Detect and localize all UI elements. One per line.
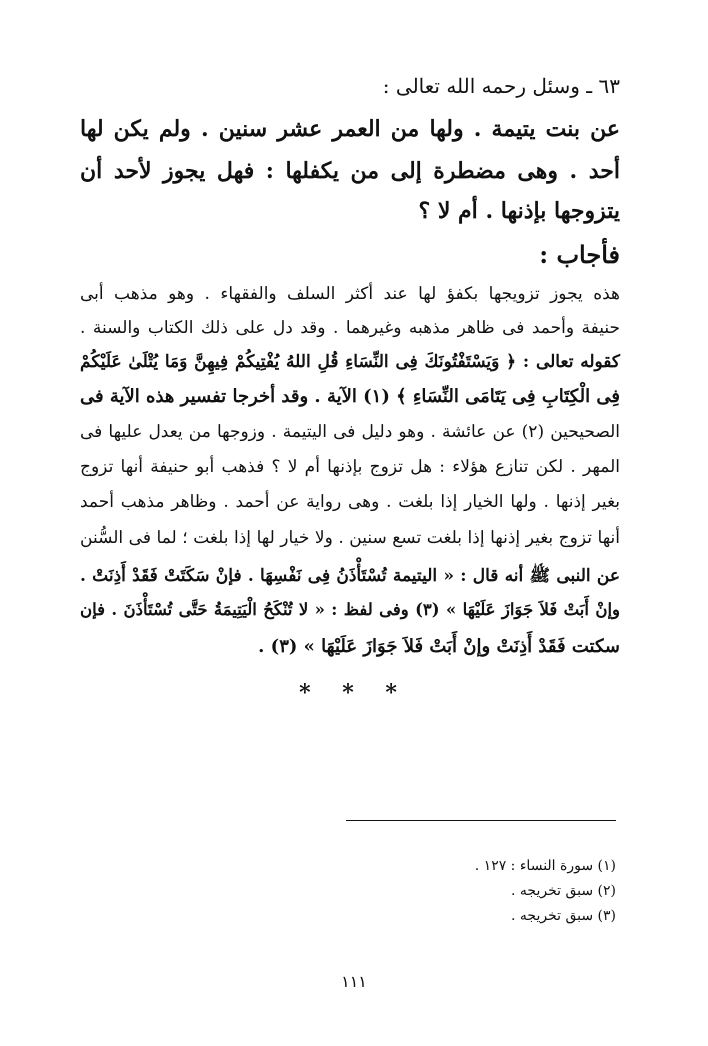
answer-line-4: فِى الْكِتَابِ فِى يَتَامَى النِّسَاءِ ﴾ (١) الآية . وقد أخرجا تفسير هذه الآية فى — [79, 386, 620, 407]
answer-line-7: بغير إذنها . ولها الخيار إذا بلغت . وهى رواية عن أحمد . وظاهر مذهب أحمد — [80, 492, 620, 512]
answer-line-11: سكتت فَقَدْ أَذِنَتْ وإنْ أَبَتْ فَلاَ جَوَازَ عَلَيْهَا » (٣) . — [258, 636, 620, 657]
question-line-1: عن بنت يتيمة . ولها من العمر عشر سنين . ولم يكن لها — [80, 116, 620, 142]
answer-line-10: وإنْ أَبَتْ فَلاَ جَوَازَ عَلَيْهَا » (٣) وفى لفظ : « لا تُنْكَحُ الْيَتِيمَةُ حَتَّى تُسْتَأْذَنَ . فإن — [80, 600, 620, 619]
footnote-1: (١) سورة النساء : ١٢٧ . — [474, 858, 616, 874]
footnote-2: (٢) سبق تخريجه . — [511, 883, 616, 899]
footnote-3: (٣) سبق تخريجه . — [511, 908, 616, 924]
answer-line-9: عن النبى ﷺ أنه قال : « اليتيمة تُسْتَأْذَنُ فِى نَفْسِهَا . فإنْ سَكَتَتْ فَقَدْ أَذِنَتْ . — [80, 566, 620, 586]
page-number: ١١١ — [341, 972, 367, 991]
answer-line-3: كقوله تعالى : ﴿ وَيَسْتَفْتُونَكَ فِى النِّسَاءِ قُلِ اللهُ يُفْتِيكُمْ فِيهِنَّ وَمَا يُتْلَىٰ عَلَيْكُمْ — [80, 352, 620, 372]
question-heading: ٦٣ ـ وسئل رحمه الله تعالى : — [382, 74, 620, 98]
question-line-2: أحد . وهى مضطرة إلى من يكفلها : فهل يجوز لأحد أن — [80, 158, 620, 184]
answer-line-8: أنها تزوج بغير إذنها إذا بلغت تسع سنين . ولا خيار لها إذا بلغت ؛ لما فى السُّنن — [80, 528, 620, 548]
section-separator: * * * — [299, 680, 409, 706]
answer-line-1: هذه يجوز تزويجها بكفؤ لها عند أكثر السلف والفقهاء . وهو مذهب أبى — [80, 284, 620, 304]
question-line-3: يتزوجها بإذنها . أم لا ؟ — [418, 198, 620, 224]
footnote-divider — [346, 820, 616, 821]
answer-line-2: حنيفة وأحمد فى ظاهر مذهبه وغيرهما . وقد دل على ذلك الكتاب والسنة . — [80, 318, 620, 338]
answer-line-6: المهر . لكن تنازع هؤلاء : هل تزوج بإذنها أم لا ؟ فذهب أبو حنيفة أنها تزوج — [80, 457, 620, 477]
answer-label: فأجاب : — [539, 240, 620, 269]
answer-line-5: الصحيحين (٢) عن عائشة . وهو دليل فى اليتيمة . وزوجها من يعدل عليها فى — [80, 422, 620, 442]
